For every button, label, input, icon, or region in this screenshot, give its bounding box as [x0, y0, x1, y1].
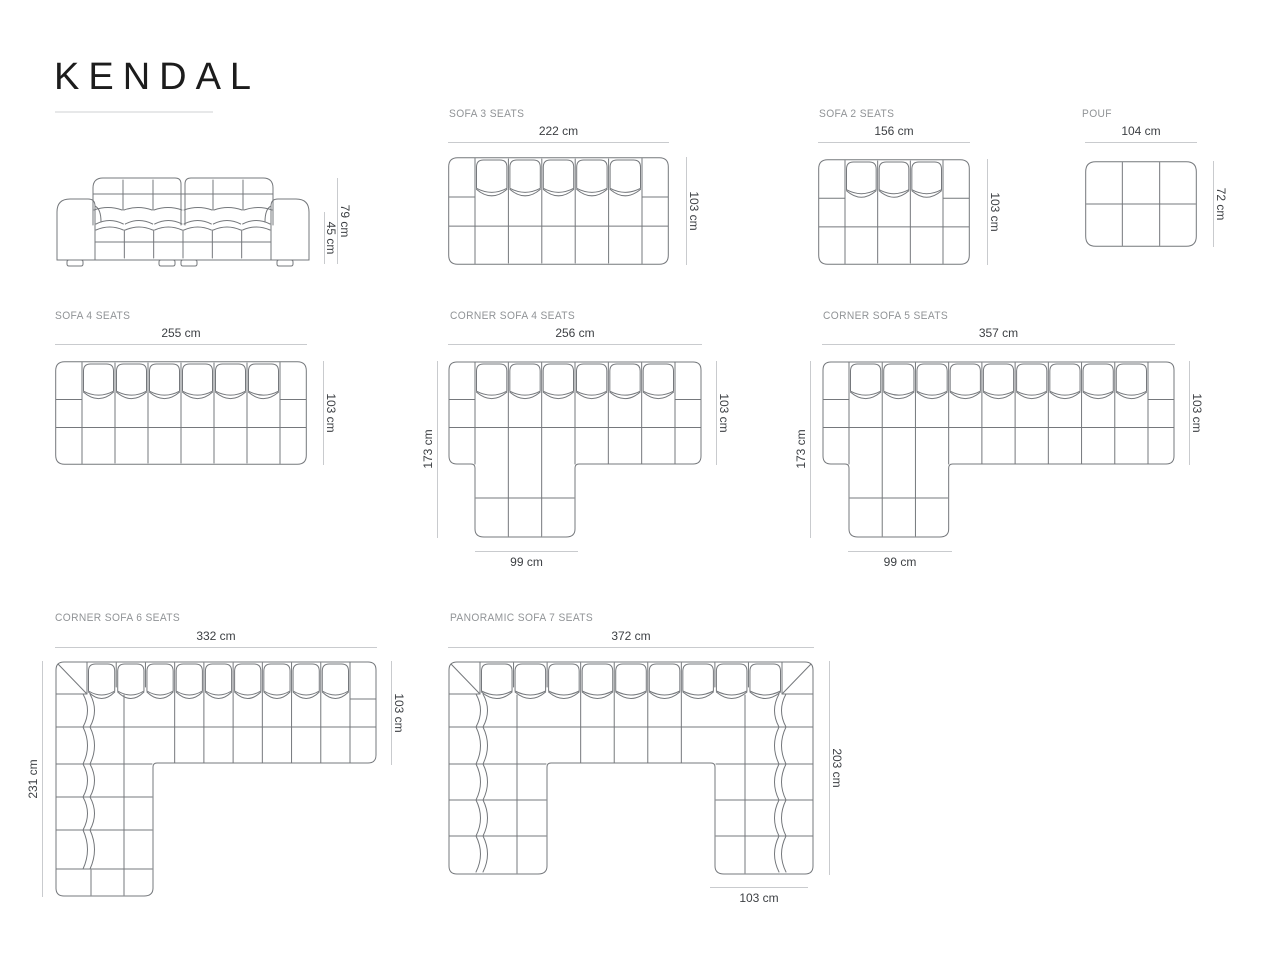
corner5-depth-dimension: 103 cm: [1190, 393, 1204, 433]
corner4-total-depth-dimension: 173 cm: [421, 429, 435, 469]
panoramic7-width-dimension: 372 cm: [611, 629, 651, 643]
dimension-line: [448, 142, 669, 143]
corner5-chaise-dimension: 99 cm: [883, 555, 917, 569]
dimension-line: [448, 647, 814, 648]
sofa4-depth-dimension: 103 cm: [324, 393, 338, 433]
pouf-depth-dimension: 72 cm: [1214, 187, 1228, 221]
sofa3-width-dimension: 222 cm: [538, 124, 579, 138]
sofa4-width-dimension: 255 cm: [161, 326, 201, 340]
panoramic-sofa-7-seats-top-view: [448, 661, 814, 875]
dimension-line: [822, 344, 1175, 345]
dimension-line: [710, 887, 808, 888]
dimension-line: [55, 647, 377, 648]
sofa3-depth-dimension: 103 cm: [687, 191, 701, 231]
section-label-sofa2: SOFA 2 SEATS: [819, 108, 895, 120]
dimension-line: [1085, 142, 1197, 143]
dimension-line: [475, 551, 578, 552]
dimension-line: [848, 551, 952, 552]
page-title: KENDAL: [54, 56, 261, 98]
corner5-total-depth-dimension: 173 cm: [794, 429, 808, 469]
section-label-sofa3: SOFA 3 SEATS: [449, 108, 525, 120]
corner6-total-depth-dimension: 231 cm: [26, 759, 40, 799]
front-seat-height-dimension: 45 cm: [324, 221, 338, 255]
sofa2-depth-dimension: 103 cm: [988, 192, 1002, 232]
dimension-line: [818, 142, 970, 143]
sofa2-width-dimension: 156 cm: [874, 124, 914, 138]
corner5-width-dimension: 357 cm: [978, 326, 1019, 340]
corner-sofa-6-seats-top-view: [55, 661, 377, 897]
corner6-width-dimension: 332 cm: [196, 629, 236, 643]
corner4-width-dimension: 256 cm: [555, 326, 595, 340]
dimension-line: [55, 344, 307, 345]
sofa-4-seats-top-view: [55, 361, 307, 465]
pouf-top-view: [1085, 161, 1197, 247]
corner6-depth-dimension: 103 cm: [392, 693, 406, 733]
pouf-width-dimension: 104 cm: [1121, 124, 1161, 138]
corner4-depth-dimension: 103 cm: [717, 393, 731, 433]
title-underline: [55, 111, 213, 113]
corner4-chaise-dimension: 99 cm: [510, 555, 543, 569]
section-label-corner5: CORNER SOFA 5 SEATS: [823, 310, 949, 322]
corner-sofa-4-seats-top-view: [448, 361, 702, 538]
section-label-corner6: CORNER SOFA 6 SEATS: [55, 612, 181, 624]
front-total-height-dimension: 79 cm: [338, 204, 352, 238]
sofa-2-seats-top-view: [818, 159, 970, 265]
dimension-line: [810, 361, 811, 538]
section-label-panoramic7: PANORAMIC SOFA 7 SEATS: [450, 612, 594, 624]
section-label-corner4: CORNER SOFA 4 SEATS: [450, 310, 576, 322]
panoramic7-arm-width-dimension: 103 cm: [739, 891, 779, 905]
dimension-line: [437, 361, 438, 538]
section-label-sofa4: SOFA 4 SEATS: [55, 310, 131, 322]
section-label-pouf: POUF: [1082, 108, 1112, 120]
corner-sofa-5-seats-top-view: [822, 361, 1175, 538]
panoramic7-depth-dimension: 203 cm: [830, 748, 844, 788]
dimension-line: [448, 344, 702, 345]
sofa-3-seats-top-view: [448, 157, 669, 265]
sofa-front-view-drawing: [55, 172, 313, 274]
dimension-line: [42, 661, 43, 897]
